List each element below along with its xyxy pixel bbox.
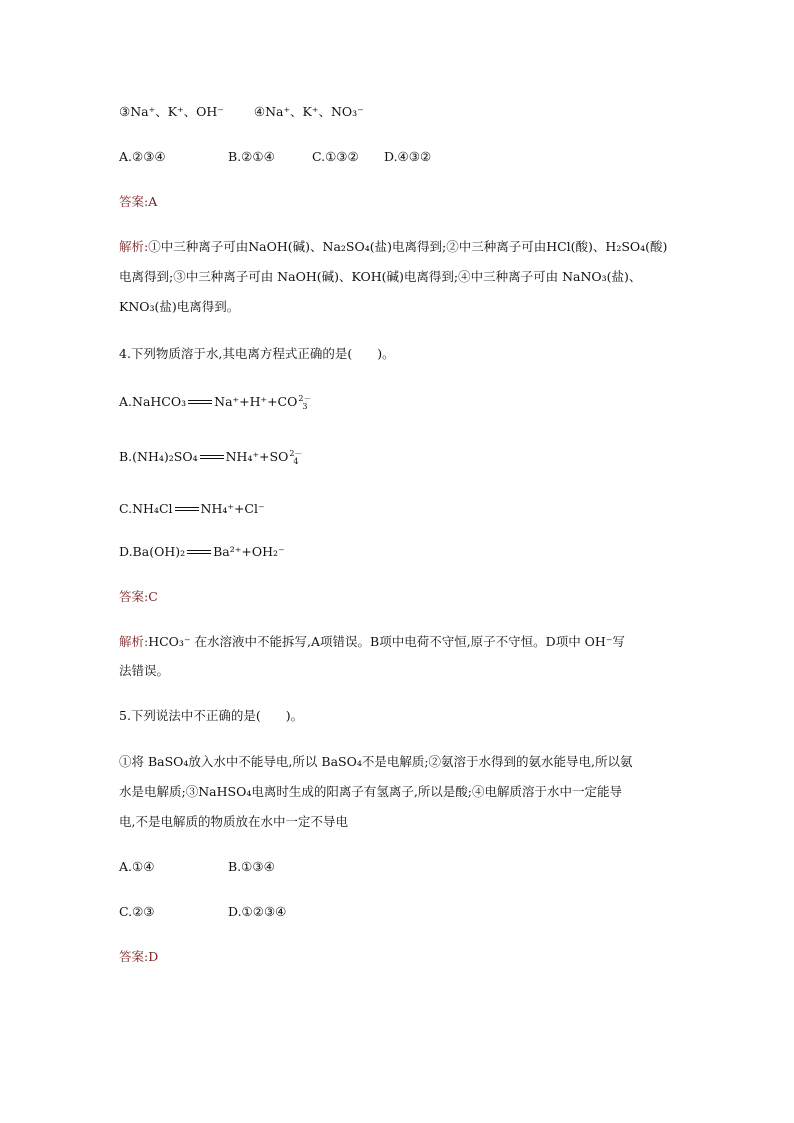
- q4-option-a-label: A.NaHCO₃: [119, 394, 187, 409]
- q3-analysis-line-3: KNO₃(盐)电离得到。: [119, 299, 240, 314]
- q4-option-b-charge-bottom: 4: [293, 456, 299, 466]
- q3-analysis-text-1: ①中三种离子可由NaOH(碱)、Na₂SO₄(盐)电离得到;②中三种离子可由HCl(酸)、H₂SO₄(酸): [148, 239, 668, 254]
- equals-arrow-icon: [175, 507, 199, 511]
- q4-option-b-charge-top: 2－: [289, 448, 303, 458]
- q4-option-a-charge-top: 2－: [298, 393, 312, 403]
- q4-analysis-text-1: HCO₃⁻ 在水溶液中不能拆写,A项错误。B项中电荷不守恒,原子不守恒。D项中 OH⁻写: [148, 634, 625, 649]
- q5-body-line-1: ①将 BaSO₄放入水中不能导电,所以 BaSO₄不是电解质;②氨溶于水得到的氨水能导电,所以氨: [119, 754, 633, 769]
- q4-analysis-line-1: [119, 633, 625, 651]
- q3-choice-3: ③Na⁺、K⁺、OH⁻: [119, 104, 224, 119]
- q4-option-d: [119, 543, 285, 561]
- q3-answer: 答案:A: [119, 194, 158, 209]
- q4-option-b-label: B.(NH₄)₂SO₄: [119, 449, 198, 464]
- q4-option-c: [119, 500, 265, 518]
- q3-choice-4: ④Na⁺、K⁺、NO₃⁻: [253, 104, 364, 119]
- q5-answer: 答案:D: [119, 949, 159, 964]
- q5-option-a: A.①④: [119, 859, 155, 874]
- q3-analysis-line-1: [119, 238, 667, 256]
- q4-option-c-label: C.NH₄Cl: [119, 501, 173, 516]
- q5-stem: 5.下列说法中不正确的是( )。: [119, 708, 304, 723]
- q4-analysis-label: 解析:: [119, 634, 149, 649]
- equals-arrow-icon: [188, 400, 212, 404]
- q3-option-a: A.②③④: [119, 149, 166, 164]
- q4-option-a-charge-bottom: 3: [302, 401, 308, 411]
- equals-arrow-icon: [200, 455, 224, 459]
- q5-body-line-3: 电,不是电解质的物质放在水中一定不导电: [119, 814, 348, 829]
- q5-option-c: C.②③: [119, 904, 155, 919]
- q4-option-c-rhs: NH₄⁺+Cl⁻: [200, 501, 265, 516]
- q4-option-b-rhs: NH₄⁺+SO: [225, 449, 289, 464]
- q4-answer: 答案:C: [119, 589, 158, 604]
- q5-option-b: B.①③④: [228, 859, 275, 874]
- q4-option-b-charge: [289, 450, 302, 466]
- equals-arrow-icon: [187, 550, 211, 554]
- q3-option-b: B.②①④: [228, 149, 275, 164]
- q3-analysis-label: 解析:: [119, 239, 149, 254]
- q4-option-a: [119, 393, 312, 411]
- q3-option-d: D.④③②: [384, 149, 432, 164]
- q4-option-a-charge: [298, 395, 311, 411]
- q4-option-a-rhs: Na⁺+H⁺+CO: [214, 394, 298, 409]
- q4-option-d-label: D.Ba(OH)₂: [119, 544, 186, 559]
- q4-option-d-rhs: Ba²⁺+OH₂⁻: [213, 544, 285, 559]
- q3-option-c: C.①③②: [312, 149, 359, 164]
- q3-choices-line: [119, 103, 364, 121]
- q4-stem: 4.下列物质溶于水,其电离方程式正确的是( )。: [119, 346, 395, 361]
- q5-option-d: D.①②③④: [228, 904, 287, 919]
- q5-body-line-2: 水是电解质;③NaHSO₄电离时生成的阳离子有氢离子,所以是酸;④电解质溶于水中一定能导: [119, 784, 623, 799]
- q4-analysis-line-2: 法错误。: [119, 663, 170, 678]
- q3-analysis-line-2: 电离得到;③中三种离子可由 NaOH(碱)、KOH(碱)电离得到;④中三种离子可由 NaNO₃(盐)、: [119, 269, 642, 284]
- q4-option-b: [119, 448, 303, 466]
